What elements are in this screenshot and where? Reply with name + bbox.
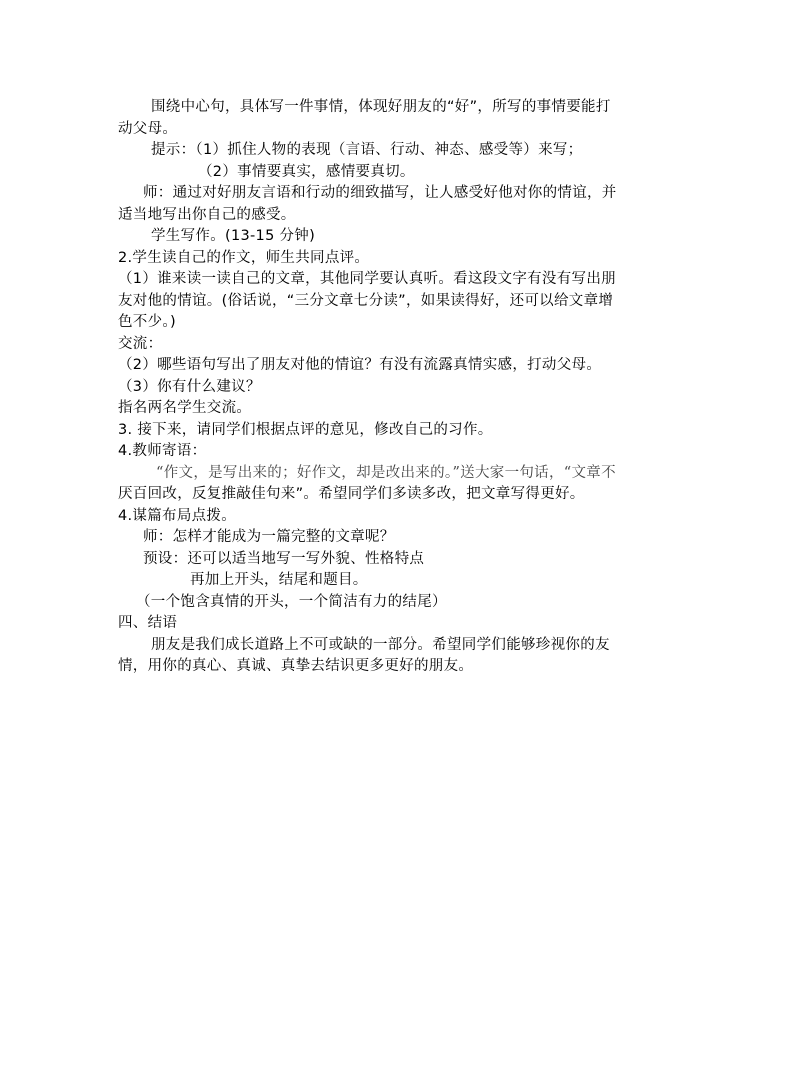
paragraph-line: 提示：（1）抓住人物的表现（言语、行动、神态、感受等）来写；: [151, 142, 583, 158]
paragraph-line: 友对他的情谊。(俗话说，“三分文章七分读”，如果读得好，还可以给文章增: [118, 292, 614, 309]
paragraph-line: （3）你有什么建议？: [118, 378, 261, 395]
paragraph-line: 围绕中心句，具体写一件事情，体现好朋友的“好”，所写的事情要能打: [151, 99, 611, 115]
paragraph-line: 再加上开头，结尾和题目。: [190, 572, 368, 588]
section-heading: 3. 接下来，请同学们根据点评的意见，修改自己的习作。: [118, 421, 493, 438]
section-heading: 4.谋篇布局点拨。: [118, 507, 237, 524]
paragraph-line: 厌百回改，反复推敲佳句来”。希望同学们多读多改，把文章写得更好。: [118, 486, 585, 502]
paragraph-line: 指名两名学生交流。: [118, 400, 252, 416]
section-heading: 四、结语: [118, 615, 178, 631]
paragraph-line: 情，用你的真心、真诚、真挚去结识更多更好的朋友。: [118, 658, 474, 674]
quote-line: “作文，是写出来的；好作文，却是改出来的。”送大家一句话，“文章不: [156, 464, 616, 481]
paragraph-line: （2）事情要真实，感情要真切。: [198, 163, 415, 180]
section-heading: 4.教师寄语：: [118, 443, 207, 459]
section-heading: 2.学生读自己的作文，师生共同点评。: [118, 249, 370, 266]
paragraph-line: 师：怎样才能成为一篇完整的文章呢？: [143, 529, 395, 545]
paragraph-line: 交流：: [118, 335, 163, 352]
paragraph-line: 适当地写出你自己的感受。: [118, 206, 296, 223]
paragraph-line: 学生写作。(13-15 分钟): [151, 228, 316, 244]
paragraph-line: 师：通过对好朋友言语和行动的细致描写，让人感受好他对你的情谊，并: [143, 185, 617, 201]
paragraph-line: 预设：还可以适当地写一写外貌、性格特点: [143, 550, 425, 567]
paragraph-line: （1）谁来读一读自己的文章，其他同学要认真听。看这段文字有没有写出朋: [118, 271, 616, 287]
document-body: [118, 97, 698, 678]
paragraph-line: （一个饱含真情的开头，一个简洁有力的结尾）: [136, 593, 447, 610]
paragraph-line: 朋友是我们成长道路上不可或缺的一部分。希望同学们能够珍视你的友: [151, 636, 610, 653]
paragraph-line: 色不少。): [118, 314, 176, 330]
paragraph-line: （2）哪些语句写出了朋友对他的情谊？有没有流露真情实感，打动父母。: [118, 357, 602, 373]
paragraph-line: 动父母。: [118, 120, 178, 137]
